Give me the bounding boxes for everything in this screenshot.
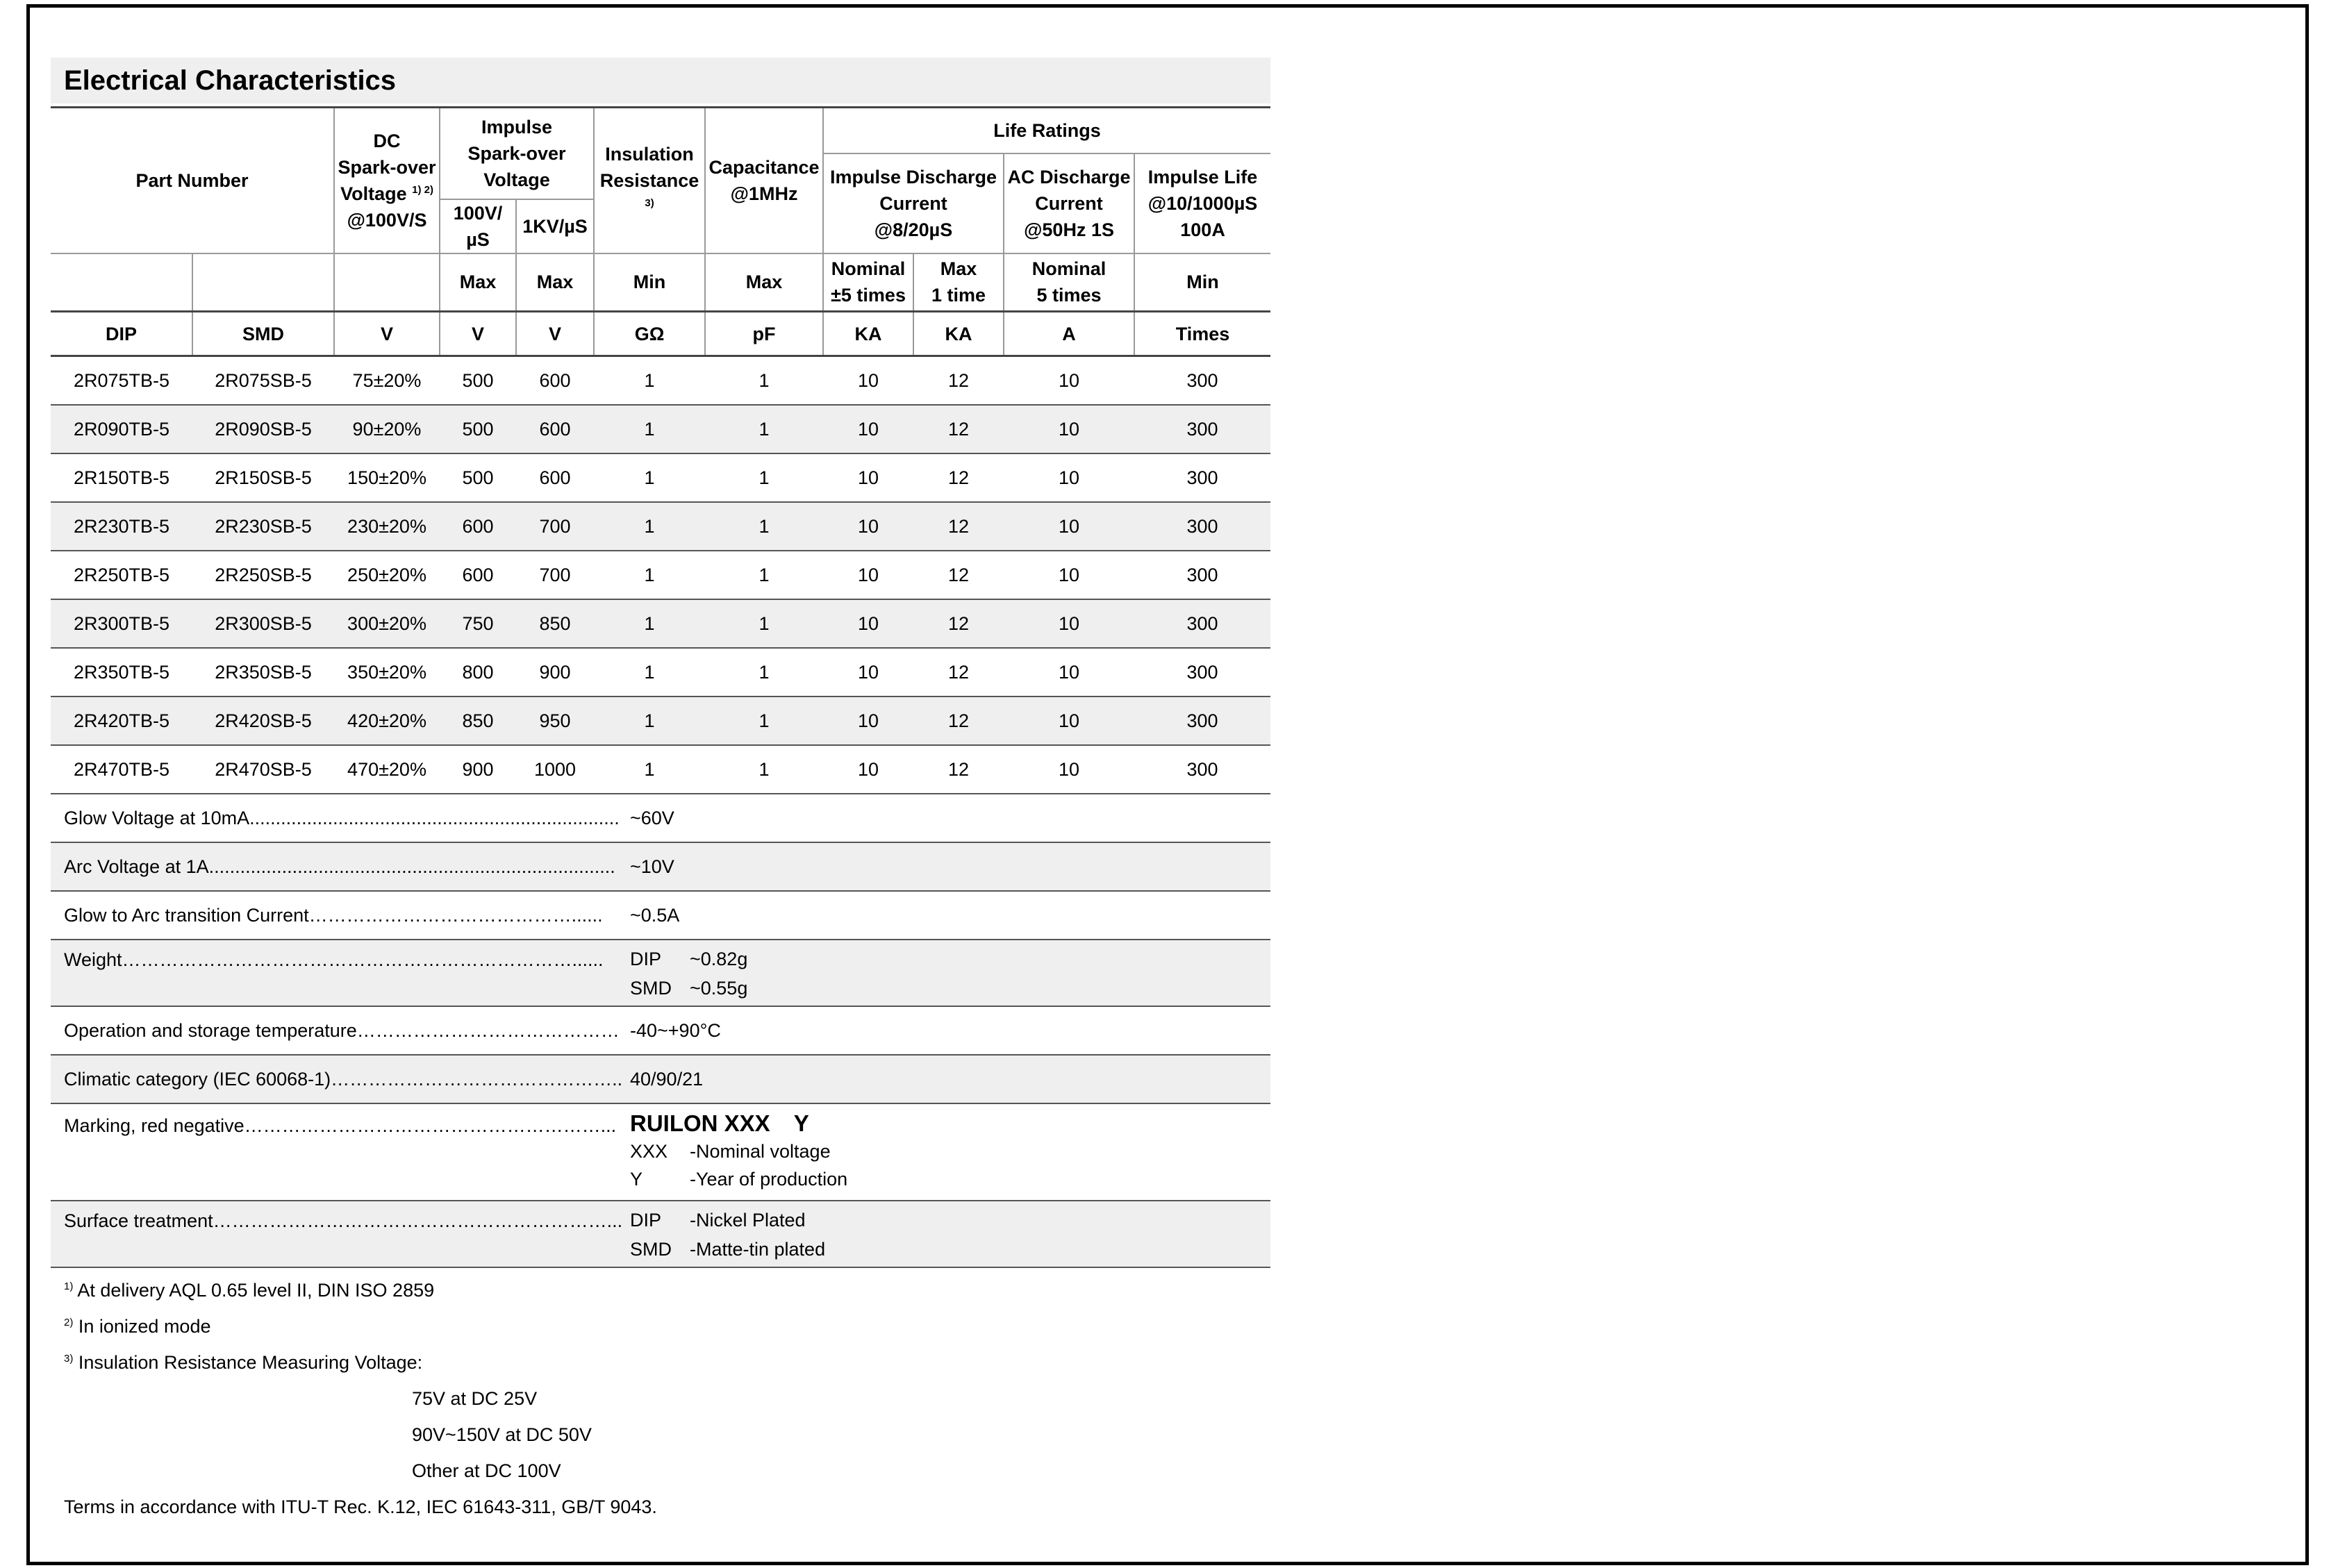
- cell-impulse-1kv: 700: [516, 502, 594, 551]
- cell-impulse-life: 300: [1134, 648, 1270, 697]
- insulation-resistance-header: Insulation Resistance $^{3)}$: [594, 108, 705, 253]
- cell-capacitance: 1: [705, 405, 823, 453]
- cell-impulse-life: 300: [1134, 551, 1270, 599]
- capacitance-header: Capacitance @1MHz: [705, 108, 823, 253]
- table-row: [51, 745, 1270, 794]
- unit-capacitance: pF: [705, 312, 823, 356]
- cell-impulse-max: 12: [913, 357, 1004, 405]
- cell-dc: 470±20%: [334, 745, 440, 794]
- cell-impulse-max: 12: [913, 405, 1004, 453]
- footnote-3: $^{3)}$ Insulation Resistance Measuring Voltage:: [64, 1352, 423, 1373]
- footnote-2: $^{2)}$ In ionized mode: [64, 1316, 211, 1337]
- unit-impulse-100v: V: [440, 312, 516, 356]
- cell-impulse-max: 12: [913, 453, 1004, 502]
- cell-smd: 2R150SB-5: [192, 453, 334, 502]
- cell-ac-discharge: 10: [1004, 648, 1134, 697]
- cell-impulse-life: 300: [1134, 405, 1270, 453]
- cell-capacitance: 1: [705, 502, 823, 551]
- cell-impulse-max: 12: [913, 697, 1004, 745]
- cell-impulse-nominal: 10: [823, 453, 913, 502]
- cell-impulse-life: 300: [1134, 502, 1270, 551]
- smd-subheader: [192, 253, 334, 312]
- ac-discharge-nominal: Nominal 5 times: [1004, 253, 1134, 312]
- unit-dip: DIP: [51, 312, 192, 356]
- cell-impulse-life: 300: [1134, 697, 1270, 745]
- cell-smd: 2R470SB-5: [192, 745, 334, 794]
- footnote-1: $^{1)}$ At delivery AQL 0.65 level II, DIN ISO 2859: [64, 1280, 435, 1301]
- cell-impulse-1kv: 600: [516, 405, 594, 453]
- cell-insulation: 1: [594, 745, 705, 794]
- cell-impulse-1kv: 950: [516, 697, 594, 745]
- cell-impulse-max: 12: [913, 502, 1004, 551]
- unit-ac-discharge: A: [1004, 312, 1134, 356]
- cell-impulse-1kv: 700: [516, 551, 594, 599]
- unit-impulse-max: KA: [913, 312, 1004, 356]
- impulse-100v-max: Max: [440, 253, 516, 312]
- cell-smd: 2R250SB-5: [192, 551, 334, 599]
- spec-marking: Marking, red negative…………………………………………………... RUILON XXX Y XXX -Nominal voltage Y -Year of production: [51, 1104, 1270, 1201]
- life-ratings-header: Life Ratings: [823, 108, 1270, 153]
- cell-smd: 2R420SB-5: [192, 697, 334, 745]
- cell-ac-discharge: 10: [1004, 745, 1134, 794]
- cell-impulse-nominal: 10: [823, 697, 913, 745]
- cell-dip: 2R470TB-5: [51, 745, 192, 794]
- cell-impulse-max: 12: [913, 599, 1004, 648]
- cell-ac-discharge: 10: [1004, 599, 1134, 648]
- cell-ac-discharge: 10: [1004, 502, 1134, 551]
- section-title: Electrical Characteristics: [51, 58, 1270, 103]
- cell-insulation: 1: [594, 599, 705, 648]
- unit-insulation: GΩ: [594, 312, 705, 356]
- cell-insulation: 1: [594, 502, 705, 551]
- cell-dc: 350±20%: [334, 648, 440, 697]
- insulation-min: Min: [594, 253, 705, 312]
- cell-ac-discharge: 10: [1004, 697, 1134, 745]
- part-number-header: Part Number: [51, 108, 334, 253]
- cell-impulse-100v: 900: [440, 745, 516, 794]
- data-table: [51, 357, 1270, 794]
- cell-insulation: 1: [594, 453, 705, 502]
- spec-temperature: Operation and storage temperature…………………………………… -40~+90°C: [51, 1007, 1270, 1056]
- cell-insulation: 1: [594, 357, 705, 405]
- unit-dc: V: [334, 312, 440, 356]
- cell-impulse-100v: 500: [440, 357, 516, 405]
- cell-impulse-1kv: 600: [516, 453, 594, 502]
- cell-capacitance: 1: [705, 453, 823, 502]
- cell-impulse-100v: 500: [440, 453, 516, 502]
- unit-impulse-life: Times: [1134, 312, 1270, 356]
- cell-ac-discharge: 10: [1004, 453, 1134, 502]
- cell-impulse-life: 300: [1134, 599, 1270, 648]
- cell-insulation: 1: [594, 648, 705, 697]
- cell-capacitance: 1: [705, 551, 823, 599]
- cell-capacitance: 1: [705, 648, 823, 697]
- cell-capacitance: 1: [705, 357, 823, 405]
- cell-impulse-1kv: 1000: [516, 745, 594, 794]
- cell-dip: 2R090TB-5: [51, 405, 192, 453]
- cell-impulse-max: 12: [913, 745, 1004, 794]
- spec-weight: Weight………………………………………………………………...... DIP ~0.82g SMD ~0.55g: [51, 940, 1270, 1007]
- impulse-life-header: Impulse Life @10/1000µS 100A: [1134, 153, 1270, 253]
- cell-impulse-nominal: 10: [823, 405, 913, 453]
- cell-dip: 2R300TB-5: [51, 599, 192, 648]
- cell-impulse-100v: 600: [440, 551, 516, 599]
- cell-impulse-1kv: 850: [516, 599, 594, 648]
- table-row: [51, 405, 1270, 453]
- unit-impulse-nominal: KA: [823, 312, 913, 356]
- table-row: [51, 357, 1270, 405]
- cell-impulse-nominal: 10: [823, 502, 913, 551]
- cell-ac-discharge: 10: [1004, 551, 1134, 599]
- dc-subheader: [334, 253, 440, 312]
- cell-dc: 420±20%: [334, 697, 440, 745]
- cell-dc: 230±20%: [334, 502, 440, 551]
- capacitance-max: Max: [705, 253, 823, 312]
- cell-impulse-nominal: 10: [823, 357, 913, 405]
- cell-ac-discharge: 10: [1004, 405, 1134, 453]
- table-row: [51, 599, 1270, 648]
- cell-impulse-life: 300: [1134, 453, 1270, 502]
- datasheet: [51, 58, 1270, 1525]
- impulse-life-min: Min: [1134, 253, 1270, 312]
- cell-smd: 2R230SB-5: [192, 502, 334, 551]
- spec-transition-current: Glow to Arc transition Current……………………………………...... ~0.5A: [51, 892, 1270, 940]
- cell-smd: 2R350SB-5: [192, 648, 334, 697]
- cell-insulation: 1: [594, 697, 705, 745]
- terms-note: Terms in accordance with ITU-T Rec. K.12, IEC 61643-311, GB/T 9043.: [64, 1496, 657, 1517]
- measuring-voltage-3: Other at DC 100V: [412, 1460, 561, 1481]
- table-row: [51, 551, 1270, 599]
- cell-insulation: 1: [594, 405, 705, 453]
- cell-dc: 90±20%: [334, 405, 440, 453]
- cell-impulse-nominal: 10: [823, 648, 913, 697]
- unit-smd: SMD: [192, 312, 334, 356]
- cell-impulse-max: 12: [913, 648, 1004, 697]
- dc-sparkover-header: DC Spark-over Voltage $^{1) 2)}$ @100V/S: [334, 108, 440, 253]
- impulse-discharge-header: Impulse Discharge Current @8/20µS: [823, 153, 1004, 253]
- unit-impulse-1kv: V: [516, 312, 594, 356]
- cell-dip: 2R350TB-5: [51, 648, 192, 697]
- cell-capacitance: 1: [705, 745, 823, 794]
- dip-subheader: [51, 253, 192, 312]
- cell-smd: 2R300SB-5: [192, 599, 334, 648]
- cell-impulse-nominal: 10: [823, 599, 913, 648]
- cell-impulse-100v: 750: [440, 599, 516, 648]
- cell-dip: 2R150TB-5: [51, 453, 192, 502]
- cell-dc: 75±20%: [334, 357, 440, 405]
- cell-impulse-100v: 850: [440, 697, 516, 745]
- ac-discharge-header: AC Discharge Current @50Hz 1S: [1004, 153, 1134, 253]
- spec-climatic-category: Climatic category (IEC 60068-1)……………………………………….. 40/90/21: [51, 1056, 1270, 1104]
- impulse-100v-header: 100V/µS: [440, 199, 516, 253]
- marking-brand: RUILON XXX Y: [630, 1110, 809, 1136]
- footnotes: [51, 1268, 1270, 1525]
- cell-impulse-100v: 600: [440, 502, 516, 551]
- cell-capacitance: 1: [705, 599, 823, 648]
- spec-glow-voltage: Glow Voltage at 10mA....................................................................... ~60V: [51, 794, 1270, 843]
- cell-dip: 2R075TB-5: [51, 357, 192, 405]
- spec-surface-treatment: Surface treatment………………………………………………………... DIP -Nickel Plated SMD -Matte-tin plated: [51, 1201, 1270, 1268]
- measuring-voltage-2: 90V~150V at DC 50V: [412, 1424, 592, 1445]
- table-row: [51, 453, 1270, 502]
- cell-impulse-nominal: 10: [823, 551, 913, 599]
- impulse-sparkover-header: Impulse Spark-over Voltage: [440, 108, 594, 199]
- cell-insulation: 1: [594, 551, 705, 599]
- cell-smd: 2R075SB-5: [192, 357, 334, 405]
- impulse-1kv-header: 1KV/µS: [516, 199, 594, 253]
- cell-ac-discharge: 10: [1004, 357, 1134, 405]
- table-header: [51, 106, 1270, 357]
- cell-capacitance: 1: [705, 697, 823, 745]
- cell-dip: 2R420TB-5: [51, 697, 192, 745]
- cell-dip: 2R230TB-5: [51, 502, 192, 551]
- cell-impulse-100v: 800: [440, 648, 516, 697]
- table-row: [51, 502, 1270, 551]
- impulse-discharge-nominal: Nominal ±5 times: [823, 253, 913, 312]
- cell-dc: 250±20%: [334, 551, 440, 599]
- cell-impulse-1kv: 600: [516, 357, 594, 405]
- table-row: [51, 697, 1270, 745]
- impulse-1kv-max: Max: [516, 253, 594, 312]
- cell-impulse-max: 12: [913, 551, 1004, 599]
- cell-impulse-100v: 500: [440, 405, 516, 453]
- cell-impulse-life: 300: [1134, 357, 1270, 405]
- cell-impulse-life: 300: [1134, 745, 1270, 794]
- spec-arc-voltage: Arc Voltage at 1A.............................................................................. ~10V: [51, 843, 1270, 892]
- table-row: [51, 648, 1270, 697]
- cell-dip: 2R250TB-5: [51, 551, 192, 599]
- cell-dc: 150±20%: [334, 453, 440, 502]
- cell-impulse-1kv: 900: [516, 648, 594, 697]
- cell-smd: 2R090SB-5: [192, 405, 334, 453]
- cell-dc: 300±20%: [334, 599, 440, 648]
- measuring-voltage-1: 75V at DC 25V: [412, 1388, 538, 1409]
- impulse-discharge-max: Max 1 time: [913, 253, 1004, 312]
- cell-impulse-nominal: 10: [823, 745, 913, 794]
